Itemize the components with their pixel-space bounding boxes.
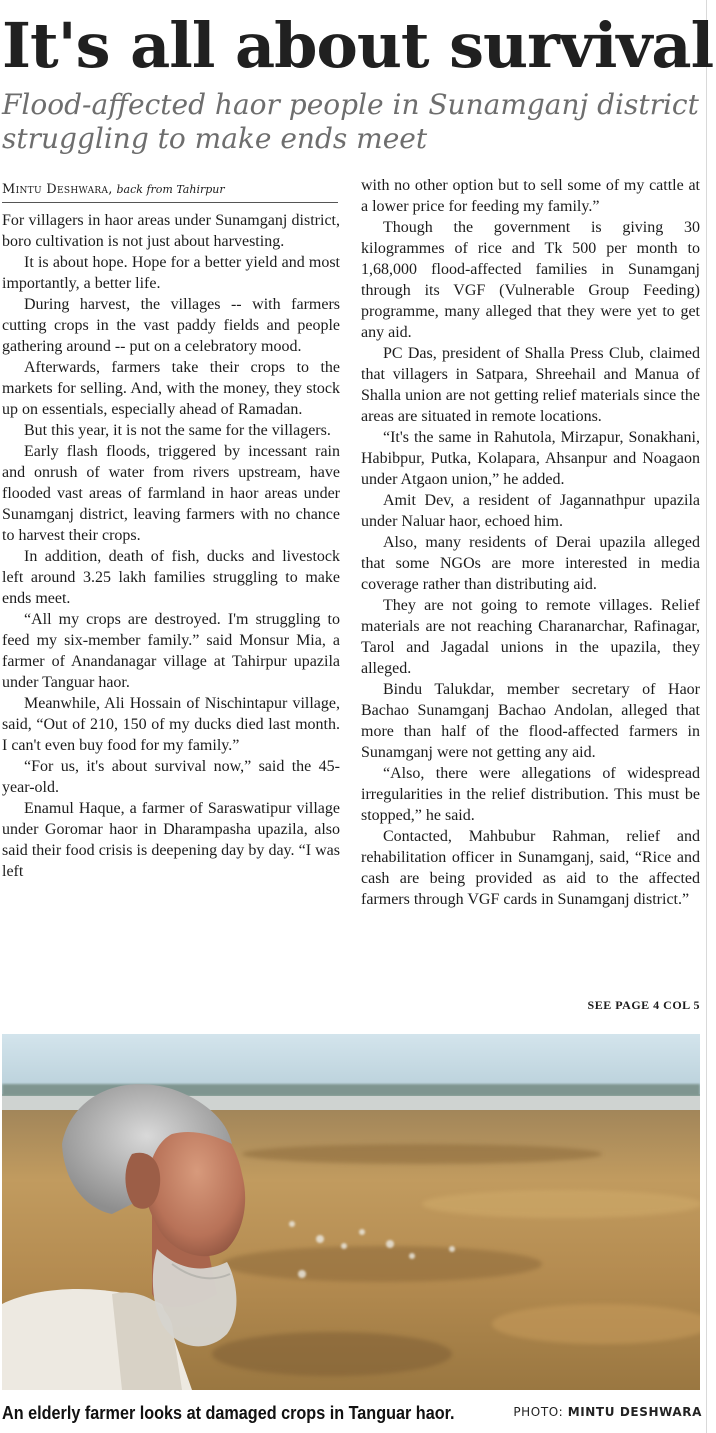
farmer-photo-illustration (2, 1034, 700, 1390)
paragraph: Afterwards, farmers take their crops to the markets for selling. And, with the money, they stock up on essentials, especially ahead of Ramadan. (2, 359, 340, 418)
paragraph: with no other option but to sell some of my cattle at a lower price for feeding my family.” (361, 177, 700, 215)
photo-caption: An elderly farmer looks at damaged crops in Tanguar haor. (2, 1403, 455, 1423)
headline: It's all about survival (2, 9, 714, 82)
paragraph: “For us, it's about survival now,” said the 45-year-old. (2, 758, 340, 796)
subheadline: Flood-affected haor people in Sunamganj district struggling to make ends meet (2, 88, 699, 155)
paragraph: During harvest, the villages -- with farmers cutting crops in the vast paddy fields and people gathering around -- put on a celebratory mood. (2, 296, 340, 355)
continuation-note: SEE PAGE 4 COL 5 (587, 998, 700, 1012)
paragraph: They are not going to remote villages. Relief materials are not reaching Charanarchar, Rafinagar, Tarol and Jagadal unions in the upazila, they alleged. (361, 597, 700, 677)
article-photo (2, 1034, 700, 1390)
byline (2, 180, 338, 203)
paragraph: For villagers in haor areas under Sunamganj district, boro cultivation is not just about harvesting. (2, 212, 340, 250)
article-column-2 (361, 175, 700, 910)
paragraph: Bindu Talukdar, member secretary of Haor Bachao Sunamganj Bachao Andolan, alleged that more than half of the flood-affected farmers in Sunamganj were not getting any aid. (361, 681, 700, 761)
page-edge-rule (706, 0, 707, 1433)
photo-credit (513, 1405, 702, 1419)
byline-location: back from Tahirpur (116, 183, 225, 196)
paragraph: But this year, it is not the same for the villagers. (24, 422, 331, 439)
paragraph: Also, many residents of Derai upazila alleged that some NGOs are more interested in media coverage rather than distributing aid. (361, 534, 700, 593)
paragraph: Amit Dev, a resident of Jagannathpur upazila under Naluar haor, echoed him. (361, 492, 700, 530)
paragraph: “It's the same in Rahutola, Mirzapur, Sonakhani, Habibpur, Putka, Kolapara, Ahsanpur and Noagaon under Atgaon union,” he added. (361, 429, 700, 488)
paragraph: PC Das, president of Shalla Press Club, claimed that villagers in Satpara, Shreehail and Manua of Shalla union are not getting relief materials since the areas are situated in remote locations. (361, 345, 700, 425)
byline-author: Mintu Deshwara, (2, 182, 113, 197)
article-column-1 (2, 210, 340, 882)
paragraph: Enamul Haque, a farmer of Saraswatipur village under Goromar haor in Dharampasha upazila, also said their food crisis is deepening day by day. “I was left (2, 800, 340, 880)
photo-caption-bar (2, 1400, 702, 1426)
paragraph: In addition, death of fish, ducks and livestock left around 3.25 lakh families struggling to make ends meet. (2, 548, 340, 607)
photo-credit-label: PHOTO: (513, 1405, 564, 1419)
photo-credit-name: MINTU DESHWARA (567, 1405, 702, 1419)
paragraph: Meanwhile, Ali Hossain of Nischintapur village, said, “Out of 210, 150 of my ducks died last month. I can't even buy food for my family.” (2, 695, 340, 754)
paragraph: Contacted, Mahbubur Rahman, relief and rehabilitation officer in Sunamganj, said, “Rice and cash are being provided as aid to the affected farmers through VGF cards in Sunamganj district.” (361, 828, 700, 908)
paragraph: Early flash floods, triggered by incessant rain and onrush of water from rivers upstream, have flooded vast areas of farmland in haor areas under Sunamganj district, leaving farmers with no chance to harvest their crops. (2, 443, 340, 544)
paragraph: “All my crops are destroyed. I'm struggling to feed my six-member family.” said Monsur Mia, a farmer of Anandanagar village at Tahirpur upazila under Tanguar haor. (2, 611, 340, 691)
paragraph: It is about hope. Hope for a better yield and most importantly, a better life. (2, 254, 340, 292)
paragraph: Though the government is giving 30 kilogrammes of rice and Tk 500 per month to 1,68,000 flood-affected families in Sunamganj through its VGF (Vulnerable Group Feeding) programme, many alleged that they were yet to get any aid. (361, 219, 700, 341)
paragraph: “Also, there were allegations of widespread irregularities in the relief distribution. This must be stopped,” he said. (361, 765, 700, 824)
